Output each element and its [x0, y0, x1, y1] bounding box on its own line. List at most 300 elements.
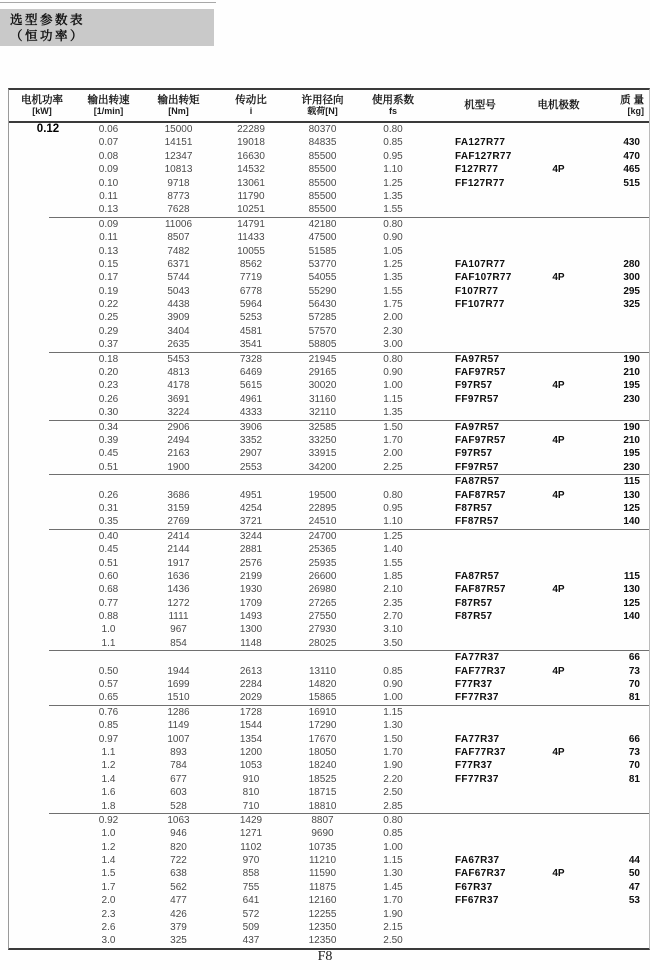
torque-cell: 2414 [167, 530, 190, 542]
radial-load-cell: 11210 [308, 855, 337, 867]
table-row [9, 543, 649, 556]
radial-load-cell: 58805 [308, 339, 337, 351]
poles-cell: 4P [552, 868, 565, 880]
table-group [9, 475, 649, 529]
speed-cell: 1.1 [101, 637, 116, 649]
service-factor-cell: 1.45 [383, 881, 403, 893]
ratio-cell: 3721 [239, 516, 263, 528]
model-cell: FA87R57 [455, 570, 500, 582]
table-row [9, 570, 649, 583]
radial-load-cell: 21945 [308, 353, 337, 365]
model-cell: FA127R77 [455, 137, 506, 149]
torque-cell: 603 [170, 787, 187, 799]
mass-cell: 230 [623, 461, 640, 473]
radial-load-cell: 56430 [308, 299, 337, 311]
radial-load-cell: 31160 [308, 393, 337, 405]
torque-cell: 7482 [167, 245, 190, 257]
torque-cell: 820 [170, 841, 187, 853]
column-header: 传动比 i [235, 93, 267, 117]
radial-load-cell: 28025 [308, 637, 337, 649]
section-tag [0, 9, 214, 46]
speed-cell: 0.76 [98, 706, 119, 718]
table-row [9, 447, 649, 460]
service-factor-cell: 1.15 [383, 393, 403, 405]
service-factor-cell: 3.50 [383, 637, 403, 649]
mass-cell: 44 [628, 855, 640, 867]
torque-cell: 1917 [167, 557, 190, 569]
table-group [9, 123, 649, 217]
speed-cell: 1.4 [101, 855, 116, 867]
speed-cell: 0.09 [98, 218, 119, 230]
speed-cell: 0.09 [98, 164, 119, 176]
ratio-cell: 2029 [239, 692, 263, 704]
service-factor-cell: 0.95 [383, 150, 403, 162]
radial-load-cell: 14820 [308, 679, 337, 691]
table-row [9, 379, 649, 392]
speed-cell: 0.35 [98, 516, 119, 528]
mass-cell: 140 [623, 611, 640, 623]
speed-cell: 0.07 [98, 137, 119, 149]
torque-cell: 4178 [167, 380, 190, 392]
ratio-cell: 4961 [239, 393, 263, 405]
service-factor-cell: 1.90 [383, 760, 403, 772]
service-factor-cell: 1.70 [383, 746, 403, 758]
table-row [9, 908, 649, 921]
ratio-cell: 572 [242, 908, 260, 920]
speed-cell: 0.50 [98, 665, 119, 677]
speed-cell: 1.0 [101, 828, 116, 840]
table-row [9, 610, 649, 623]
speed-cell: 0.10 [98, 177, 119, 189]
table-row [9, 421, 649, 434]
speed-cell: 0.77 [98, 597, 119, 609]
torque-cell: 893 [170, 746, 187, 758]
table-row [9, 393, 649, 406]
ratio-cell: 2613 [239, 665, 263, 677]
speed-cell: 2.3 [101, 908, 116, 920]
ratio-cell: 3906 [239, 421, 263, 433]
table-row [9, 271, 649, 284]
mass-cell: 470 [623, 150, 640, 162]
radial-load-cell: 18050 [308, 746, 337, 758]
service-factor-cell: 0.85 [383, 137, 403, 149]
service-factor-cell: 1.10 [383, 164, 403, 176]
radial-load-cell: 85500 [308, 190, 337, 202]
table-row [9, 773, 649, 786]
table-group [9, 706, 649, 813]
column-header: 输出转速 [1/min] [87, 93, 130, 117]
torque-cell: 562 [170, 881, 187, 893]
torque-cell: 722 [170, 855, 187, 867]
torque-cell: 4438 [167, 299, 190, 311]
radial-load-cell: 29165 [308, 367, 337, 379]
radial-load-cell: 26600 [308, 570, 337, 582]
speed-cell: 0.51 [98, 461, 119, 473]
table-row [9, 285, 649, 298]
service-factor-cell: 1.90 [383, 908, 403, 920]
mass-cell: 325 [623, 299, 640, 311]
table-group [9, 651, 649, 705]
radial-load-cell: 16910 [308, 706, 337, 718]
speed-cell: 1.5 [101, 868, 116, 880]
table-row [9, 338, 649, 351]
torque-cell: 3224 [167, 407, 190, 419]
torque-cell: 1699 [167, 679, 190, 691]
mass-cell: 280 [623, 258, 640, 270]
service-factor-cell: 1.35 [383, 190, 403, 202]
service-factor-cell: 1.40 [383, 544, 403, 556]
service-factor-cell: 0.80 [383, 124, 403, 135]
speed-cell: 0.45 [98, 544, 119, 556]
speed-cell: 0.65 [98, 692, 119, 704]
table-row [9, 177, 649, 190]
torque-cell: 14151 [164, 137, 193, 149]
ratio-cell: 2576 [239, 557, 263, 569]
torque-cell: 784 [170, 760, 187, 772]
radial-load-cell: 15865 [308, 692, 337, 704]
ratio-cell: 2881 [239, 544, 263, 556]
torque-cell: 528 [170, 800, 187, 812]
torque-cell: 2163 [167, 448, 190, 460]
table-row [9, 325, 649, 338]
radial-load-cell: 13110 [308, 665, 337, 677]
ratio-cell: 5253 [239, 312, 263, 324]
radial-load-cell: 51585 [308, 245, 337, 257]
service-factor-cell: 0.80 [383, 353, 403, 365]
ratio-cell: 19018 [237, 137, 265, 149]
speed-cell: 1.4 [101, 773, 116, 785]
column-header: 电机极数 [537, 99, 580, 112]
service-factor-cell: 0.90 [383, 232, 403, 244]
table-row [9, 894, 649, 907]
torque-cell: 1007 [167, 733, 190, 745]
radial-load-cell: 11590 [308, 868, 337, 880]
table-row [9, 867, 649, 880]
torque-cell: 6371 [167, 258, 190, 270]
model-cell: FA77R37 [455, 652, 500, 664]
ratio-cell: 7719 [239, 272, 263, 284]
service-factor-cell: 1.70 [383, 434, 403, 446]
radial-load-cell: 32585 [308, 421, 337, 433]
ratio-cell: 5964 [239, 299, 263, 311]
speed-cell: 0.18 [98, 353, 119, 365]
ratio-cell: 641 [242, 895, 260, 907]
radial-load-cell: 26980 [308, 584, 337, 596]
mass-cell: 47 [628, 881, 640, 893]
torque-cell: 1111 [168, 611, 189, 623]
torque-cell: 4813 [167, 367, 190, 379]
mass-cell: 190 [623, 353, 640, 365]
service-factor-cell: 1.70 [383, 895, 403, 907]
table-group [9, 353, 649, 420]
speed-cell: 0.29 [98, 325, 119, 337]
table-row [9, 934, 649, 947]
speed-cell: 0.97 [98, 733, 119, 745]
speed-cell: 0.51 [98, 557, 119, 569]
radial-load-cell: 85500 [308, 150, 337, 162]
service-factor-cell: 1.35 [383, 272, 403, 284]
mass-cell: 70 [628, 679, 640, 691]
speed-cell: 0.92 [98, 814, 119, 826]
ratio-cell: 1102 [240, 841, 262, 853]
service-factor-cell: 3.00 [383, 339, 403, 351]
mass-cell: 515 [623, 177, 640, 189]
ratio-cell: 509 [242, 922, 260, 934]
torque-cell: 854 [170, 637, 187, 649]
model-cell: FA97R57 [455, 353, 500, 365]
ratio-cell: 5615 [239, 380, 263, 392]
poles-cell: 4P [552, 380, 565, 392]
torque-cell: 677 [170, 773, 187, 785]
model-cell: F87R57 [455, 502, 493, 514]
model-cell: FAF97R57 [455, 367, 506, 379]
radial-load-cell: 27265 [308, 597, 337, 609]
radial-load-cell: 57285 [308, 312, 337, 324]
speed-cell: 0.15 [98, 258, 119, 270]
model-cell: FA97R57 [455, 421, 500, 433]
speed-cell: 0.26 [98, 393, 119, 405]
radial-load-cell: 17670 [308, 733, 337, 745]
table-row [9, 515, 649, 528]
mass-cell: 70 [628, 760, 640, 772]
table-row [9, 434, 649, 447]
table-row [9, 218, 649, 231]
radial-load-cell: 80370 [308, 124, 337, 135]
table-row [9, 557, 649, 570]
speed-cell: 0.26 [98, 489, 119, 501]
ratio-cell: 11790 [237, 190, 265, 202]
table-row [9, 746, 649, 759]
speed-cell: 0.11 [99, 190, 118, 202]
ratio-cell: 14791 [237, 218, 265, 230]
speed-cell: 1.6 [101, 787, 116, 799]
mass-cell: 210 [623, 434, 640, 446]
service-factor-cell: 1.50 [383, 733, 403, 745]
table-row [9, 489, 649, 502]
torque-cell: 1436 [167, 584, 190, 596]
speed-cell: 1.8 [101, 800, 116, 812]
radial-load-cell: 34200 [308, 461, 337, 473]
mass-cell: 210 [623, 367, 640, 379]
torque-cell: 1510 [167, 692, 190, 704]
service-factor-cell: 1.55 [383, 204, 403, 216]
speed-cell: 0.40 [98, 530, 119, 542]
torque-cell: 5453 [167, 353, 190, 365]
radial-load-cell: 12160 [308, 895, 337, 907]
model-cell: FA87R57 [455, 476, 500, 488]
torque-cell: 5043 [167, 285, 190, 297]
service-factor-cell: 2.85 [383, 800, 403, 812]
ratio-cell: 7328 [239, 353, 263, 365]
mass-cell: 195 [623, 448, 640, 460]
ratio-cell: 710 [242, 800, 260, 812]
torque-cell: 3686 [167, 489, 190, 501]
mass-cell: 81 [628, 773, 640, 785]
table-row [9, 854, 649, 867]
table-row [9, 691, 649, 704]
service-factor-cell: 2.25 [383, 461, 403, 473]
model-cell: F87R57 [455, 611, 493, 623]
poles-cell: 4P [552, 665, 565, 677]
service-factor-cell: 1.55 [383, 285, 403, 297]
service-factor-cell: 1.10 [383, 516, 403, 528]
table-row [9, 298, 649, 311]
table-row [9, 759, 649, 772]
torque-cell: 3404 [167, 325, 190, 337]
table-row [9, 231, 649, 244]
service-factor-cell: 0.95 [383, 502, 403, 514]
service-factor-cell: 2.50 [383, 935, 403, 947]
table-row [9, 814, 649, 827]
model-cell: F87R57 [455, 597, 493, 609]
radial-load-cell: 32110 [308, 407, 337, 419]
ratio-cell: 858 [242, 868, 260, 880]
torque-cell: 3159 [167, 502, 190, 514]
ratio-cell: 1053 [239, 760, 263, 772]
model-cell: FAF97R57 [455, 434, 506, 446]
speed-cell: 3.0 [101, 935, 116, 947]
table-group [9, 530, 649, 651]
ratio-cell: 11433 [237, 232, 265, 244]
mass-cell: 81 [628, 692, 640, 704]
service-factor-cell: 2.70 [383, 611, 403, 623]
torque-cell: 638 [170, 868, 187, 880]
ratio-cell: 8562 [239, 258, 263, 270]
mass-cell: 230 [623, 393, 640, 405]
table-row [9, 136, 649, 149]
service-factor-cell: 1.00 [383, 692, 403, 704]
model-cell: F127R77 [455, 164, 499, 176]
ratio-cell: 16630 [237, 150, 265, 162]
column-header: 许用径向 载荷[N] [301, 93, 344, 117]
column-header: 输出转矩 [Nm] [157, 93, 200, 117]
torque-cell: 1636 [167, 570, 190, 582]
radial-load-cell: 47500 [308, 232, 337, 244]
mass-cell: 73 [628, 665, 640, 677]
model-cell: FF67R37 [455, 895, 499, 907]
torque-cell: 325 [170, 935, 187, 947]
model-cell: FAF67R37 [455, 868, 506, 880]
speed-cell: 0.37 [98, 339, 119, 351]
model-cell: FF77R37 [455, 692, 499, 704]
poles-cell: 4P [552, 489, 565, 501]
mass-cell: 295 [623, 285, 640, 297]
table-row [9, 841, 649, 854]
torque-cell: 7628 [167, 204, 190, 216]
table-row [9, 786, 649, 799]
radial-load-cell: 27550 [308, 611, 337, 623]
service-factor-cell: 1.00 [383, 380, 403, 392]
model-cell: FA67R37 [455, 855, 500, 867]
service-factor-cell: 2.15 [383, 922, 403, 934]
mass-cell: 130 [623, 584, 640, 596]
table-row [9, 475, 649, 488]
service-factor-cell: 1.35 [383, 407, 403, 419]
column-header: 电机功率 [kW] [21, 93, 63, 117]
poles-cell: 4P [552, 164, 565, 176]
service-factor-cell: 1.25 [383, 177, 403, 189]
radial-load-cell: 12350 [308, 935, 337, 947]
model-cell: FF97R57 [455, 461, 499, 473]
model-cell: F77R37 [455, 760, 493, 772]
model-cell: F77R37 [455, 679, 493, 691]
service-factor-cell: 1.15 [383, 706, 403, 718]
torque-cell: 15000 [164, 124, 193, 135]
table-row [9, 258, 649, 271]
service-factor-cell: 0.80 [383, 218, 403, 230]
poles-cell: 4P [552, 272, 565, 284]
model-cell: F67R37 [455, 881, 493, 893]
model-cell: FAF107R77 [455, 272, 512, 284]
radial-load-cell: 42180 [308, 218, 337, 230]
power-cell: 0.12 [36, 123, 60, 135]
ratio-cell: 1300 [239, 624, 263, 636]
ratio-cell: 1200 [239, 746, 263, 758]
radial-load-cell: 22895 [308, 502, 337, 514]
table-row [9, 637, 649, 650]
torque-cell: 2635 [167, 339, 190, 351]
torque-cell: 11006 [164, 218, 193, 230]
top-rule [0, 2, 216, 3]
service-factor-cell: 2.30 [383, 325, 403, 337]
radial-load-cell: 84835 [308, 137, 337, 149]
speed-cell: 1.2 [101, 841, 116, 853]
table-row [9, 881, 649, 894]
page-number: F8 [317, 949, 333, 964]
ratio-cell: 4333 [239, 407, 263, 419]
table-group [9, 421, 649, 475]
mass-cell: 130 [623, 489, 640, 501]
ratio-cell: 6778 [239, 285, 263, 297]
mass-cell: 125 [623, 597, 640, 609]
torque-cell: 9718 [167, 177, 190, 189]
speed-cell: 0.25 [98, 312, 119, 324]
speed-cell: 1.1 [101, 746, 116, 758]
speed-cell: 2.0 [101, 895, 116, 907]
service-factor-cell: 1.75 [383, 299, 403, 311]
speed-cell: 0.34 [98, 421, 119, 433]
ratio-cell: 22289 [237, 124, 265, 135]
table-row [9, 190, 649, 203]
speed-cell: 1.7 [101, 881, 116, 893]
mass-cell: 190 [623, 421, 640, 433]
service-factor-cell: 2.50 [383, 787, 403, 799]
torque-cell: 1149 [167, 720, 190, 732]
poles-cell: 4P [552, 434, 565, 446]
torque-cell: 3909 [167, 312, 190, 324]
radial-load-cell: 85500 [308, 177, 337, 189]
torque-cell: 1900 [167, 461, 190, 473]
torque-cell: 1944 [167, 665, 190, 677]
model-cell: F97R57 [455, 380, 493, 392]
torque-cell: 8773 [167, 190, 190, 202]
speed-cell: 0.23 [98, 380, 119, 392]
radial-load-cell: 55290 [308, 285, 337, 297]
table-row [9, 706, 649, 719]
ratio-cell: 3541 [239, 339, 263, 351]
table-row [9, 245, 649, 258]
torque-cell: 946 [170, 828, 187, 840]
table-row [9, 827, 649, 840]
radial-load-cell: 30020 [308, 380, 337, 392]
ratio-cell: 14532 [237, 164, 265, 176]
ratio-cell: 2907 [239, 448, 263, 460]
radial-load-cell: 25365 [308, 544, 337, 556]
model-cell: FAF77R37 [455, 746, 506, 758]
radial-load-cell: 18715 [308, 787, 337, 799]
speed-cell: 0.13 [98, 204, 119, 216]
model-cell: FF107R77 [455, 299, 505, 311]
